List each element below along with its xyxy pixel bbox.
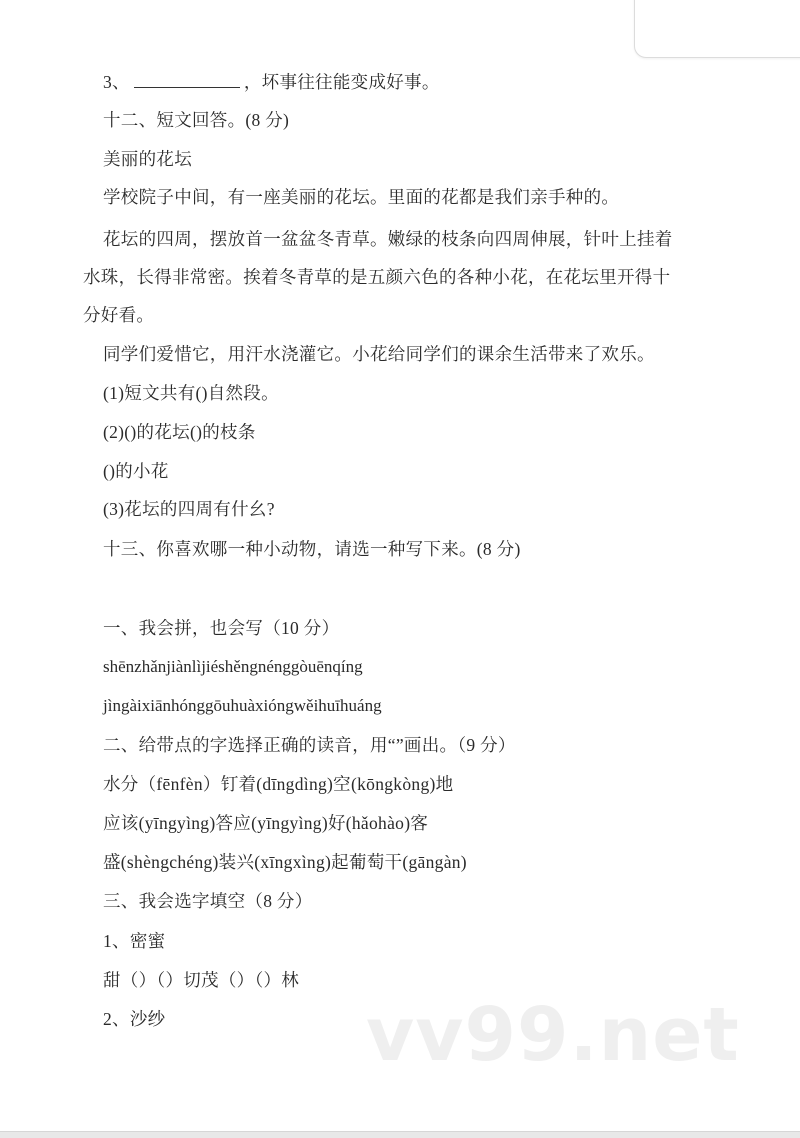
item-text: ，坏事往往能变成好事。 bbox=[243, 72, 440, 92]
fill-in-item-3 bbox=[103, 71, 440, 93]
watermark: vv99.net bbox=[366, 992, 740, 1078]
answer-blank[interactable] bbox=[134, 71, 240, 88]
reading-choice-line-3: 盛(shèngchéng)装兴(xīngxìng)起葡萄干(gāngàn) bbox=[103, 852, 467, 872]
section-heading-1: 一、我会拼，也会写（10 分） bbox=[103, 618, 340, 638]
passage-paragraph-1: 学校院子中间，有一座美丽的花坛。里面的花都是我们亲手种的。 bbox=[103, 187, 620, 207]
reading-choice-line-2: 应该(yīngyìng)答应(yīngyìng)好(hǎohào)客 bbox=[103, 813, 429, 833]
fill-item-1-label: 1、密蜜 bbox=[103, 931, 166, 951]
section-heading-12: 十二、短文回答。(8 分) bbox=[103, 110, 290, 130]
passage-paragraph-2-line-3: 分好看。 bbox=[83, 305, 155, 325]
question-1: (1)短文共有()自然段。 bbox=[103, 383, 279, 403]
passage-paragraph-2-line-2: 水珠，长得非常密。挨着冬青草的是五颜六色的各种小花，在花坛里开得十 bbox=[83, 267, 671, 287]
passage-paragraph-2-line-1: 花坛的四周，摆放首一盆盆冬青草。嫩绿的枝条向四周伸展，针叶上挂着 bbox=[103, 229, 673, 249]
question-2: (2)()的花坛()的枝条 bbox=[103, 422, 256, 442]
fill-item-1-line: 甜（）（）切茂（）（）林 bbox=[103, 970, 300, 990]
question-3: (3)花坛的四周有什幺? bbox=[103, 499, 275, 519]
pinyin-line-2: jìngàixiānhónggōuhuàxióngwěihuīhuáng bbox=[103, 696, 382, 715]
passage-title: 美丽的花坛 bbox=[103, 149, 192, 169]
question-2-continued: ()的小花 bbox=[103, 461, 169, 481]
section-heading-2: 二、给带点的字选择正确的读音，用“”画出。（9 分） bbox=[103, 735, 516, 755]
section-heading-13: 十三、你喜欢哪一种小动物，请选一种写下来。(8 分) bbox=[103, 539, 521, 559]
section-heading-3: 三、我会选字填空（8 分） bbox=[103, 891, 313, 911]
reading-choice-line-1: 水分（fēnfèn）钉着(dīngdìng)空(kōngkòng)地 bbox=[103, 774, 454, 794]
pinyin-line-1: shēnzhǎnjiànlìjiéshěngnénggòuēnqíng bbox=[103, 657, 363, 676]
fill-item-2-label: 2、沙纱 bbox=[103, 1009, 166, 1029]
item-number: 3、 bbox=[103, 72, 130, 92]
passage-paragraph-3: 同学们爱惜它，用汗水浇灌它。小花给同学们的课余生活带来了欢乐。 bbox=[103, 344, 655, 364]
